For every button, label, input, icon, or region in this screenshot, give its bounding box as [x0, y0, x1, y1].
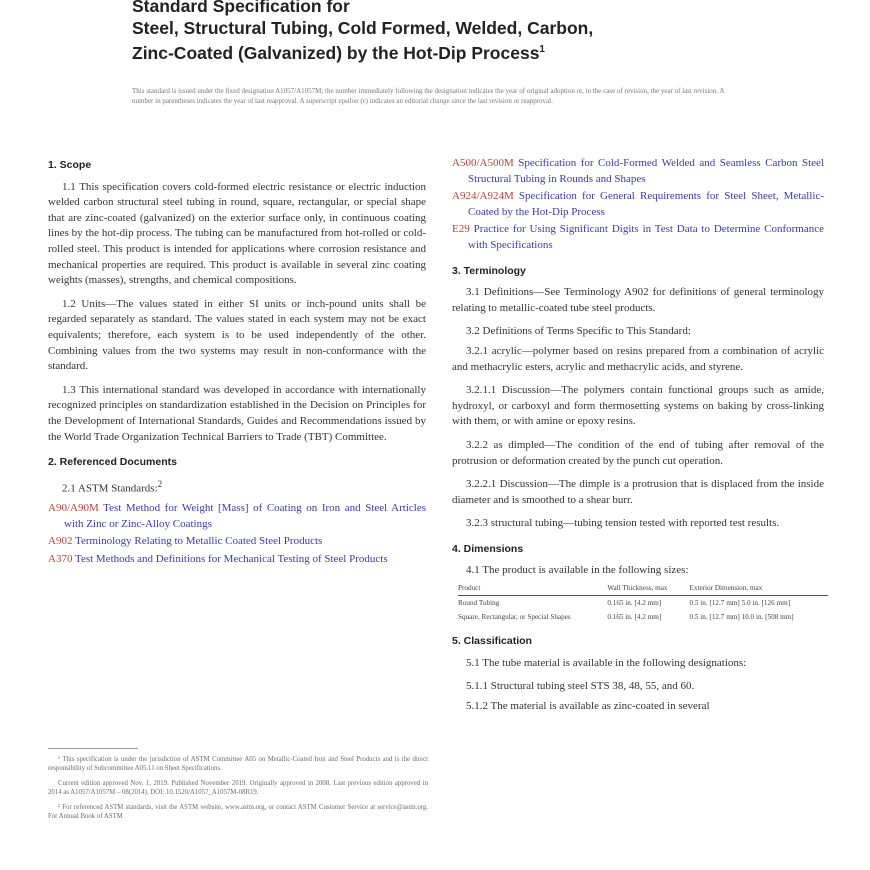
title-footnote-marker: 1 — [539, 44, 545, 55]
table-header: Product — [458, 583, 607, 596]
terminology-paragraph-3: 3.2.1 acrylic—polymer based on resins prepared from a combination of acrylic and methacrylic esters, acrylic and methacrylic acids, and styrene. — [452, 344, 824, 373]
footnote-rule — [48, 748, 138, 749]
footnote-2: ² For referenced ASTM standards, visit the ASTM website, www.astm.org, or contact ASTM Customer Service at service@astm.org. For Annual Book of ASTM — [48, 803, 428, 821]
dimensions-table — [458, 583, 828, 624]
table-cell: Round Tubing — [458, 599, 500, 608]
table-cell: 0.165 in. [4.2 mm] — [607, 599, 662, 608]
table-header: Wall Thickness, max — [607, 583, 689, 596]
scope-paragraph-1: 1.1 This specification covers cold-formed electric resistance or electric induction welded carbon structural steel tubing in round, square, rectangular, or special shape that are zinc-coated (galvanized) on the exterior surface only, in continuous coating lines by the hot-dip process. The tubing can be manufactured from hot-rolled or cold-rolled steel. This product is intended for applications where corrosion resistance and mechanical properties are required. This product is available in several zinc coating weights (masses), strengths, and chemical compositions. — [48, 180, 426, 287]
terminology-paragraph-2: 3.2 Definitions of Terms Specific to This Standard: — [466, 325, 691, 338]
document-title — [132, 0, 752, 64]
terminology-paragraph-6: 3.2.2.1 Discussion—The dimple is a protrusion that is displaced from the inside diameter and is smoothed to a shear burr. — [452, 478, 824, 506]
reference-link[interactable]: A902 Terminology Relating to Metallic Coated Steel Products — [48, 535, 323, 548]
astm-standards-intro: 2.1 ASTM Standards:$^2$ — [62, 478, 163, 495]
title-line-3: Zinc-Coated (Galvanized) by the Hot-Dip Process$^1$ — [132, 42, 545, 63]
section-heading-referenced-documents: 2. Referenced Documents — [48, 456, 177, 469]
reference-link[interactable]: A500/A500M Specification for Cold-Formed Welded and Seamless Carbon Steel Structural Tubing in Rounds and Shapes — [452, 157, 824, 185]
terminology-paragraph-1: 3.1 Definitions—See Terminology A902 for definitions of general terminology relating to metallic-coated tube steel products. — [452, 286, 824, 314]
reference-link[interactable]: A370 Test Methods and Definitions for Mechanical Testing of Steel Products — [48, 552, 388, 565]
scope-paragraph-3: 1.3 This international standard was developed in accordance with internationally recognized principles on standardization established in the Decision on Principles for the Development of International Standards, Guides and Recommendations issued by the World Trade Organization Technical Barriers to Trade (TBT) Committee. — [48, 383, 426, 443]
terminology-paragraph-5: 3.2.2 as dimpled—The condition of the end of tubing after removal of the protrusion or deformation created by the punch cut operation. — [452, 438, 824, 467]
footnote-marker-2: 2 — [157, 478, 163, 489]
table-cell: 0.5 in. [12.7 mm] 10.0 in. [508 mm] — [689, 613, 794, 622]
table-cell: 0.5 in. [12.7 mm] 5.0 in. [126 mm] — [689, 599, 791, 608]
footnote-1: ¹ This specification is under the jurisdiction of ASTM Committee A05 on Metallic-Coated Iron and Steel Products and is the direct responsibility of Subcommittee A05.11 on Sheet Specifications. — [48, 756, 428, 773]
table-row — [458, 610, 828, 624]
table-row — [458, 596, 828, 611]
terminology-paragraph-4: 3.2.1.1 Discussion—The polymers contain functional groups such as amide, hydroxyl, or carboxyl and form thermosetting systems on baking by cross-linking with them, or with amine or epoxy resins. — [452, 384, 824, 428]
reference-link[interactable]: E29 Practice for Using Significant Digits in Test Data to Determine Conformance with Specifications — [452, 223, 824, 251]
table-cell: Square, Rectangular, or Special Shapes — [458, 613, 571, 622]
footnote-1-edition: Current edition approved Nov. 1, 2019. Published November 2019. Originally approved in 2008. Last previous edition approved in 2014 as A1057/A1057M – 08(2014). DOI: 10.1520/A1057_A1057M-08R19. — [48, 779, 428, 797]
section-heading-classification: 5. Classification — [452, 635, 532, 648]
section-heading-dimensions: 4. Dimensions — [452, 542, 524, 555]
scope-paragraph-2: 1.2 Units—The values stated in either SI units or inch-pound units shall be regarded separately as standard. The values stated in each system may not be exact equivalents; therefore, each system is to be used independently of the other. Combining values from the two systems may result in non-conformance with the standard. — [48, 297, 426, 373]
reference-link[interactable]: A90/A90M Test Method for Weight [Mass] of Coating on Iron and Steel Articles with Zinc or Zinc-Alloy Coatings — [48, 501, 426, 530]
classification-paragraph-3: 5.1.2 The material is available as zinc-coated in several — [466, 699, 710, 712]
footnotes — [48, 748, 428, 826]
section-heading-scope: 1. Scope — [48, 159, 92, 171]
reference-link[interactable]: A924/A924M Specification for General Requirements for Steel Sheet, Metallic-Coated by the Hot-Dip Process — [452, 190, 824, 218]
terminology-paragraph-7: 3.2.3 structural tubing—tubing tension tested with reported test results. — [466, 517, 780, 530]
classification-paragraph-2: 5.1.1 Structural tubing steel STS 38, 48, 55, and 60. — [466, 680, 695, 693]
section-heading-terminology: 3. Terminology — [452, 264, 526, 277]
classification-paragraph-1: 5.1 The tube material is available in the following designations: — [466, 656, 747, 669]
title-line-1: Standard Specification for — [132, 0, 350, 16]
right-column — [452, 156, 824, 718]
table-header: Exterior Dimension, max — [689, 583, 828, 596]
preface-note: This standard is issued under the fixed designation A1057/A1057M; the number immediately following the designation indicates the year of original adoption or, in the case of revision, the year of last revision. A number in parentheses indicates the year of last reapproval. A superscript epsilon (ε) indicates an editorial change since the last revision or reapproval. — [132, 87, 725, 105]
left-column — [48, 158, 426, 569]
dimensions-paragraph-1: 4.1 The product is available in the following sizes: — [466, 564, 689, 577]
table-cell: 0.165 in. [4.2 mm] — [607, 613, 662, 622]
title-line-2: Steel, Structural Tubing, Cold Formed, Welded, Carbon, — [132, 18, 594, 38]
